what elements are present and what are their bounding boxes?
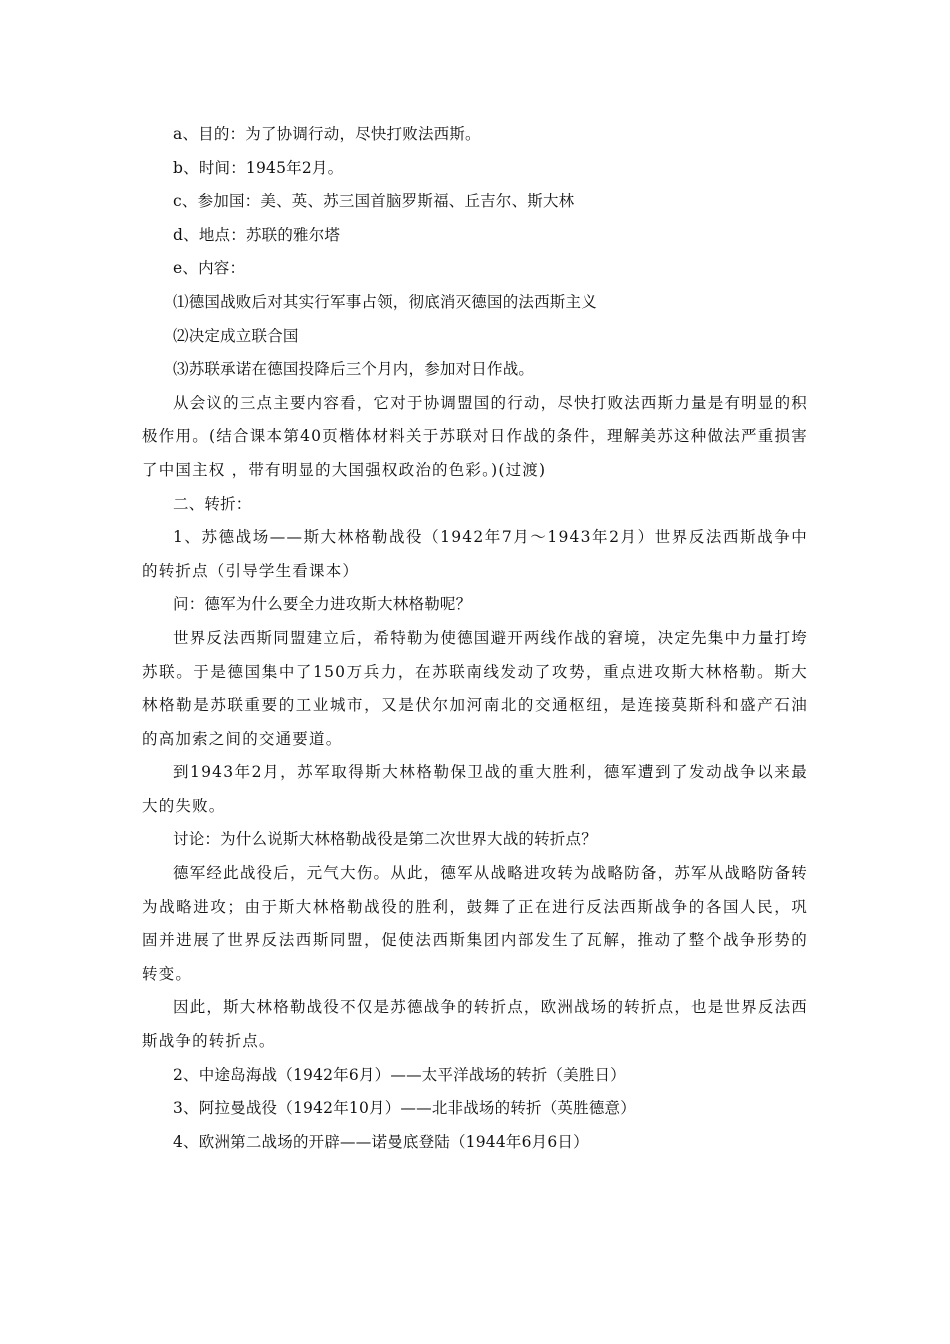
content-item-1: ⑴德国战败后对其实行军事占领，彻底消灭德国的法西斯主义 [173, 292, 597, 311]
location-line: d、地点：苏联的雅尔塔 [173, 225, 341, 244]
stalingrad-victory-paragraph: 到1943年2月，苏军取得斯大林格勒保卫战的重大胜利，德军遭到了发动战争以来最大的失败。 [142, 763, 808, 815]
content-item-3: ⑶苏联承诺在德国投降后三个月内，参加对日作战。 [173, 360, 535, 379]
document-body [142, 118, 808, 1159]
discussion-answer-paragraph: 德军经此战役后，元气大伤。从此，德军从战略进攻转为战略防备，苏军从战略防备转为战略进攻；由于斯大林格勒战役的胜利，鼓舞了正在进行反法西斯战争的各国人民，巩固并进展了世界反法西斯同盟，促使法西斯集团内部发生了瓦解，推动了整个战争形势的转变。 [142, 864, 808, 983]
purpose-line: a、目的：为了协调行动，尽快打败法西斯。 [173, 125, 481, 143]
time-line: b、时间：1945年2月。 [173, 158, 344, 177]
el-alamein-item: 3、阿拉曼战役（1942年10月）——北非战场的转折（英胜德意） [173, 1099, 636, 1118]
normandy-item: 4、欧洲第二战场的开辟——诺曼底登陆（1944年6月6日） [173, 1132, 589, 1151]
content-heading: e、内容： [173, 259, 246, 278]
conference-assessment-paragraph: 从会议的三点主要内容看，它对于协调盟国的行动，尽快打败法西斯力量是有明显的积极作用。(结合课本第40页楷体材料关于苏联对日作战的条件，理解美苏这种做法严重损害了中国主权 ，带有明显的大国强权政治的色彩。)(过渡) [142, 393, 808, 479]
midway-item: 2、中途岛海战（1942年6月）——太平洋战场的转折（美胜日） [173, 1065, 626, 1084]
section-heading-turning: 二、转折： [173, 494, 252, 513]
conclusion-paragraph: 因此，斯大林格勒战役不仅是苏德战争的转折点，欧洲战场的转折点，也是世界反法西斯战争的转折点。 [142, 998, 808, 1051]
stalingrad-background-paragraph: 世界反法西斯同盟建立后，希特勒为使德国避开两线作战的窘境，决定先集中力量打垮苏联。于是德国集中了150万兵力，在苏联南线发动了攻势，重点进攻斯大林格勒。斯大林格勒是苏联重要的工业城市，又是伏尔加河南北的交通枢纽，是连接莫斯科和盛产石油的高加索之间的交通要道。 [142, 628, 808, 748]
participants-line: c、参加国：美、英、苏三国首脑罗斯福、丘吉尔、斯大林 [173, 192, 575, 211]
question-line: 问：德军为什么要全力进攻斯大林格勒呢？ [173, 595, 472, 614]
content-item-2: ⑵决定成立联合国 [173, 326, 299, 345]
stalingrad-item: 1、苏德战场——斯大林格勒战役（1942年7月～1943年2月）世界反法西斯战争中的转折点（引导学生看课本） [142, 528, 808, 580]
discussion-line: 讨论：为什么说斯大林格勒战役是第二次世界大战的转折点？ [173, 830, 597, 849]
